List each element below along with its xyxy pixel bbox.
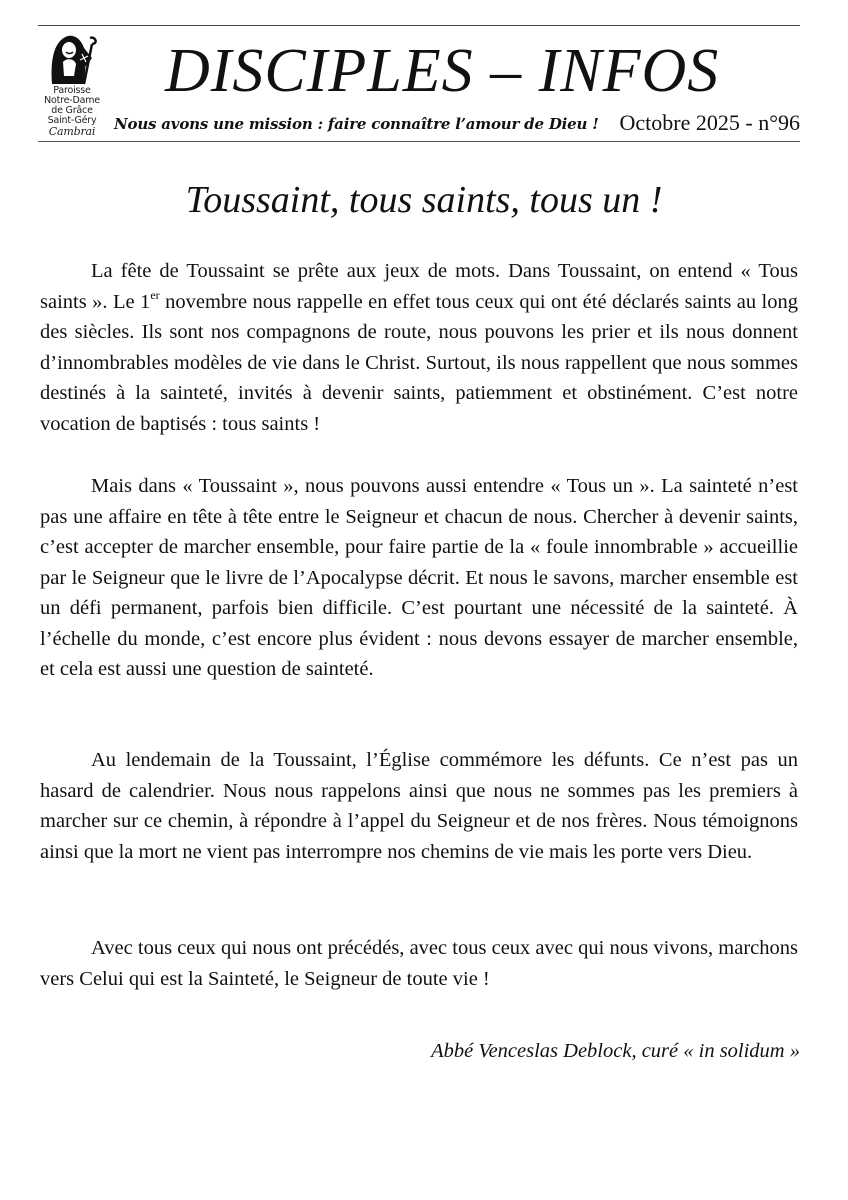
logo-line: Paroisse: [53, 85, 91, 96]
paragraph-1: [40, 256, 798, 439]
article-title: Toussaint, tous saints, tous un !: [185, 179, 663, 221]
paragraph-4-text: Avec tous ceux qui nous ont précédés, avec tous ceux avec qui nous vivons, marchons vers Celui qui est la Sainteté, le Seigneur de toute vie !: [40, 937, 798, 990]
tagline: Nous avons une mission : faire connaître l’amour de Dieu !: [114, 115, 599, 133]
madonna-bishop-icon: [46, 30, 102, 86]
logo-line: de Grâce: [51, 105, 93, 116]
paragraph-3: [40, 745, 798, 867]
paragraph-4: [40, 933, 798, 994]
parish-name: [36, 86, 108, 137]
logo-city: Cambrai: [48, 125, 96, 138]
paragraph-3-text: Au lendemain de la Toussaint, l’Église commémore les défunts. Ce n’est pas un hasard de calendrier. Nous nous rappelons ainsi que nous ne sommes pas les premiers à marcher sur ce chemin, à répondre à l’appel du Seigneur et de nos frères. Nous témoignons ainsi que la mort ne vient pas interrompre nos chemins de vie mais les porte vers Dieu.: [40, 749, 798, 863]
newsletter-title: DISCIPLES – INFOS: [165, 37, 720, 105]
header-top-rule: [38, 25, 800, 26]
header-bottom-rule: [38, 141, 800, 142]
paragraph-2-text: Mais dans « Toussaint », nous pouvons aussi entendre « Tous un ». La sainteté n’est pas une affaire en tête à tête entre le Seigneur et chacun de nous. Chercher à devenir saints, c’est accepter de marcher ensemble, pour faire partie de la « foule innombrable » accueillie par le Seigneur que le livre de l’Apocalypse décrit. Et nous le savons, marcher ensemble est un défi permanent, parfois bien difficile. C’est pourtant une nécessité de la sainteté. À l’échelle du monde, c’est encore plus évident : nous devons essayer de marcher ensemble, et cela est aussi une question de sainteté.: [40, 475, 798, 680]
logo-line: Saint-Géry: [47, 115, 97, 126]
paragraph-2: [40, 471, 798, 685]
issue-date-number: Octobre 2025 - n°96: [619, 110, 800, 135]
paragraph-1-text-b: novembre nous rappelle en effet tous ceux qui ont été déclarés saints au long des siècles. Ils sont nos compagnons de route, nous pouvons les prier et ils nous donnent d’innombrables modèles de vie dans le Christ. Surtout, ils nous rappellent que nous sommes destinés à la sainteté, invités à devenir saints, patiemment et obstinément. C’est notre vocation de baptisés : tous saints !: [40, 290, 798, 435]
parish-logo: [36, 30, 108, 140]
author-signature: Abbé Venceslas Deblock, curé « in solidum »: [431, 1040, 800, 1062]
logo-line: Notre-Dame: [44, 95, 100, 106]
paragraph-1-text-a: La fête de Toussaint se prête aux jeux de mots. Dans Toussaint, on entend « Tous saints ». Le 1: [40, 260, 798, 313]
ordinal-superscript: er: [150, 287, 160, 302]
